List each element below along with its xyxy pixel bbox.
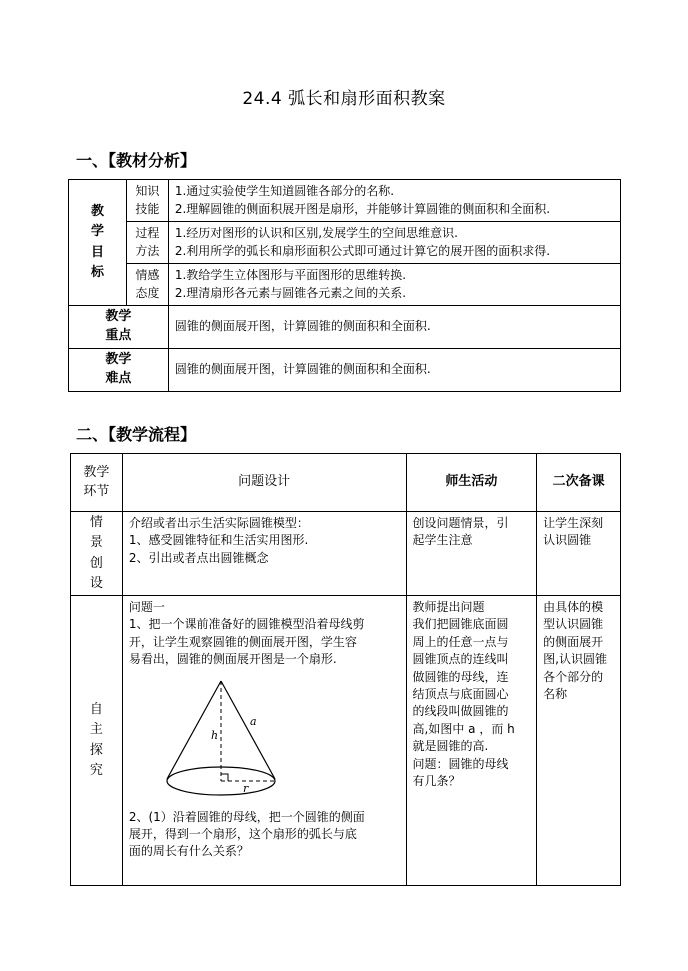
design-scenario: 介绍或者出示生活实际圆锥模型： 1、感受圆锥特征和生活实用图形. 2、引出或者点出圆锥概念 xyxy=(122,512,406,596)
goal-text-attitude: 1.教给学生立体图形与平面图形的思维转换. 2.理清扇形各元素与圆锥各元素之间的关系. xyxy=(168,264,620,306)
header-activity: 师生活动 xyxy=(406,454,537,512)
cone-label-r: r xyxy=(242,781,249,795)
analysis-table xyxy=(68,179,621,392)
stage-explore: 自 主 探 究 xyxy=(71,596,123,886)
goal-sub-process: 过程 方法 xyxy=(126,222,168,264)
key-point-label: 教学 重点 xyxy=(69,306,169,349)
cone-figure xyxy=(165,677,305,805)
goal-sub-knowledge: 知识 技能 xyxy=(126,180,168,222)
document-title: 24.4 弧长和扇形面积教案 xyxy=(242,89,446,109)
goals-label: 教 学 目 标 xyxy=(69,180,127,306)
goal-text-process: 1.经历对图形的认识和区别,发展学生的空间思维意识. 2.利用所学的弧长和扇形面积公式即可通过计算它的展开图的面积求得. xyxy=(168,222,620,264)
design-explore: 问题一 1、把一个课前准备好的圆锥模型沿着母线剪 开，让学生观察圆锥的侧面展开图，学生容 易看出，圆锥的侧面展开图是一个扇形. a h r 2、(1）沿着圆锥的母线，把一个圆锥的侧面 展开，得到一个扇形，这个扇形的弧长与底 面的周长有什么关系？ xyxy=(122,596,406,886)
header-second: 二次备课 xyxy=(537,454,621,512)
section-heading-flow: 二、【教学流程】 xyxy=(76,425,197,444)
second-scenario: 让学生深刻 认识圆锥 xyxy=(537,512,621,596)
stage-scenario: 情 景 创 设 xyxy=(71,512,123,596)
cone-label-a: a xyxy=(249,714,257,728)
header-design: 问题设计 xyxy=(122,454,406,512)
cone-label-h: h xyxy=(210,728,218,742)
flow-table xyxy=(70,453,621,886)
header-stage: 教学 环节 xyxy=(71,454,123,512)
section-heading-analysis: 一、【教材分析】 xyxy=(76,151,197,170)
goal-sub-attitude: 情感 态度 xyxy=(126,264,168,306)
goal-text-knowledge: 1.通过实验使学生知道圆锥各部分的名称. 2.理解圆锥的侧面积展开图是扇形，并能够计算圆锥的侧面积和全面积. xyxy=(168,180,620,222)
difficulty-text: 圆锥的侧面展开图，计算圆锥的侧面积和全面积. xyxy=(168,349,620,392)
difficulty-label: 教学 难点 xyxy=(69,349,169,392)
second-explore: 由具体的模 型认识圆锥 的侧面展开 图,认识圆锥 各个部分的 名称 xyxy=(537,596,621,886)
activity-explore: 教师提出问题 我们把圆锥底面圆 周上的任意一点与 圆锥顶点的连线叫 做圆锥的母线，连 结顶点与底面圆心 的线段叫做圆锥的 高,如图中 a ，而 h 就是圆锥的高. 问题：圆锥的母线 有几条？ xyxy=(406,596,537,886)
key-point-text: 圆锥的侧面展开图，计算圆锥的侧面积和全面积. xyxy=(168,306,620,349)
activity-scenario: 创设问题情景，引 起学生注意 xyxy=(406,512,537,596)
